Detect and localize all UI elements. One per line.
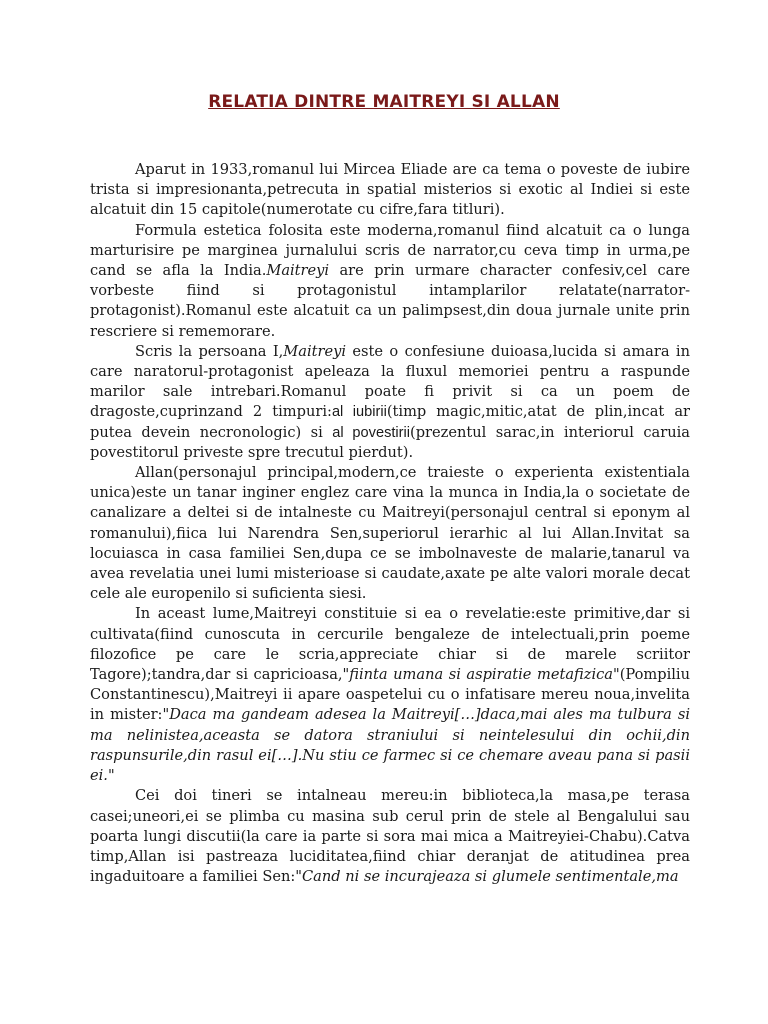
paragraph xyxy=(90,160,690,221)
paragraph-text: Formula estetica folosita este moderna,romanul fiind alcatuit ca o lunga marturisire pe marginea jurnalului scris de narrator,cu ceva timp in urma,pe cand se afla la India. xyxy=(90,221,690,280)
paragraph xyxy=(90,342,690,463)
paragraph-text: Scris la persoana I, xyxy=(135,342,284,360)
paragraph-text: are prin urmare character confesiv,cel care vorbeste fiind si protagonistul intamplarilor relatate(narrator-protagonist).Romanul este alcatuit ca un palimpsest,din doua jurnale unite prin rescriere si rememorare. xyxy=(90,262,690,340)
paragraph-text: este o confesiune duioasa,lucida si amara in care naratorul-protagonist apeleaza la fluxul memoriei pentru a raspunde marilor sale intrebari.Romanul poate fi privit si ca un poem de dragoste,cuprinzand 2 timpuri: xyxy=(90,342,690,421)
paragraph-text: Cei doi tineri se intalneau mereu:in biblioteca,la masa,pe terasa casei;uneori,ei se plimba cu masina sub cerul prin de stele al Bengalului sau poarta lungi discutii(la care ia parte si sora mai mica a Maitreyiei-Chabu).Catva timp,Allan isi pastreaza luciditatea,fiind chiar deranjat de atitudinea prea ingaduitoare a familiei Sen: xyxy=(90,787,690,886)
paragraph-text: (timp magic,mitic,atat de plin,incat ar putea devein necronologic) si xyxy=(90,403,690,441)
document-body xyxy=(90,160,690,887)
quote-text: "Daca ma gandeam adesea la Maitreyi[…]daca,mai ales ma tulbura si ma nelinistea,aceasta se datora straniului si neintelesului din ochii,din raspunsurile,din rasul ei[…].Nu stiu ce farmec si ce chemare aveau pana si pasii ei." xyxy=(90,706,690,785)
paragraph xyxy=(90,463,690,604)
quote-text: Maitreyi xyxy=(283,342,346,360)
paragraph xyxy=(90,221,690,342)
paragraph-text: Aparut in 1933,romanul lui Mircea Eliade are ca tema o poveste de iubire trista si impresionanta,petrecuta in spatial misterios si exotic al Indiei si este alcatuit din 15 capitole(numerotate cu cifre,fara titluri). xyxy=(90,161,690,219)
paragraph xyxy=(90,786,690,887)
quote-text: Maitreyi xyxy=(266,262,330,280)
paragraph-text: (Pompiliu Constantinescu),Maitreyi ii apare oaspetelui cu o infatisare mereu noua,invelita in mister: xyxy=(90,666,690,724)
paragraph-text: al povestirii xyxy=(332,424,411,441)
paragraph-text: al iubirii xyxy=(331,404,387,421)
paragraph-text: (prezentul sarac,in interiorul caruia povestitorul priveste spre trecutul pierdut). xyxy=(90,423,691,461)
document-title: RELATIA DINTRE MAITREYI SI ALLAN xyxy=(208,92,560,112)
quote-text: "Cand ni se incurajeaza si glumele sentimentale,ma xyxy=(295,868,679,886)
paragraph-text: In aceast lume,Maitreyi constituie si ea o revelatie:este primitive,dar si cultivata(fiind cunoscuta in cercurile bengaleze de intelectuali,prin poeme filozofice pe care le scria,appreciate chiar si de marele scriitor Tagore);tandra,dar si capricioasa, xyxy=(90,605,690,684)
paragraph xyxy=(90,604,690,786)
paragraph-text: Allan(personajul principal,modern,ce traieste o experienta existentiala unica)este un tanar inginer englez care vina la munca in India,la o societate de canalizare a deltei si de intalneste cu Maitreyi(personajul central si eponym al romanului),fiica lui Narendra Sen,superiorul ierarhic al lui Allan.Invitat sa locuiasca in casa familiei Sen,dupa ce se imbolnaveste de malarie,tanarul va avea revelatia unei lumi misterioase si caudate,axate pe alte valori morale decat cele ale europenilo si suficienta siesi. xyxy=(90,464,690,603)
quote-text: "fiinta umana si aspiratie metafizica" xyxy=(342,666,620,684)
